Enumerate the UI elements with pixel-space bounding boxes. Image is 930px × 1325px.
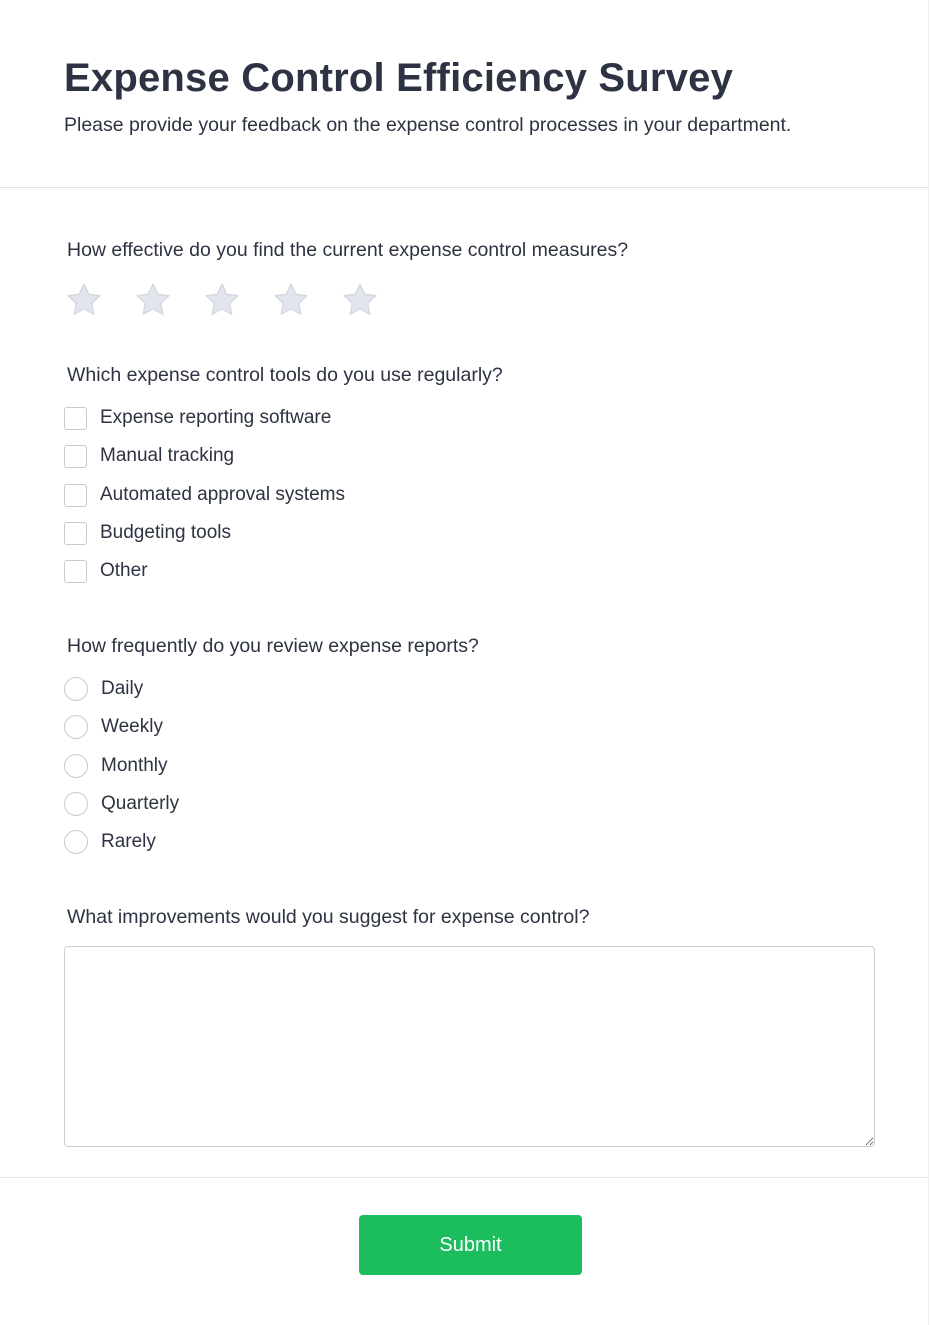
star-icon-1[interactable] <box>64 280 104 320</box>
checkbox[interactable] <box>64 445 87 468</box>
submit-button[interactable]: Submit <box>359 1215 582 1275</box>
checkbox[interactable] <box>64 522 87 545</box>
checkbox-option[interactable] <box>64 520 231 546</box>
footer-divider <box>0 1177 929 1178</box>
radio-option[interactable] <box>64 829 156 855</box>
star-icon-4[interactable] <box>271 280 311 320</box>
checkbox-option[interactable] <box>64 558 148 584</box>
checkbox-option[interactable] <box>64 482 345 508</box>
checkbox[interactable] <box>64 560 87 583</box>
question-tools-label: Which expense control tools do you use regularly? <box>67 364 503 386</box>
checkbox-label[interactable]: Other <box>100 560 148 581</box>
question-frequency-label: How frequently do you review expense reports? <box>67 635 479 657</box>
radio-label[interactable]: Rarely <box>101 831 156 852</box>
radio-label[interactable]: Monthly <box>101 755 168 776</box>
question-improvements-label: What improvements would you suggest for expense control? <box>67 906 590 928</box>
checkbox-option[interactable] <box>64 405 331 431</box>
checkbox[interactable] <box>64 407 87 430</box>
star-icon-2[interactable] <box>133 280 173 320</box>
improvements-textarea[interactable] <box>64 946 875 1147</box>
page-title: Expense Control Efficiency Survey <box>64 56 734 100</box>
radio-button[interactable] <box>64 792 88 816</box>
checkbox-label[interactable]: Automated approval systems <box>100 484 346 505</box>
checkbox-label[interactable]: Budgeting tools <box>100 522 231 543</box>
checkbox[interactable] <box>64 484 87 507</box>
page-subtitle: Please provide your feedback on the expense control processes in your department. <box>64 114 792 136</box>
radio-label[interactable]: Weekly <box>101 716 163 737</box>
star-icon-3[interactable] <box>202 280 242 320</box>
radio-button[interactable] <box>64 677 88 701</box>
radio-option[interactable] <box>64 676 143 702</box>
radio-button[interactable] <box>64 715 88 739</box>
radio-option[interactable] <box>64 714 163 740</box>
star-rating[interactable] <box>64 280 409 320</box>
radio-button[interactable] <box>64 754 88 778</box>
star-icon-5[interactable] <box>340 280 380 320</box>
radio-label[interactable]: Daily <box>101 678 144 699</box>
survey-header <box>0 0 928 188</box>
checkbox-option[interactable] <box>64 443 234 469</box>
question-effectiveness-label: How effective do you find the current expense control measures? <box>67 239 629 261</box>
radio-label[interactable]: Quarterly <box>101 793 180 814</box>
radio-button[interactable] <box>64 830 88 854</box>
radio-option[interactable] <box>64 753 168 779</box>
checkbox-label[interactable]: Manual tracking <box>100 445 235 466</box>
checkbox-label[interactable]: Expense reporting software <box>100 407 332 428</box>
radio-option[interactable] <box>64 791 179 817</box>
